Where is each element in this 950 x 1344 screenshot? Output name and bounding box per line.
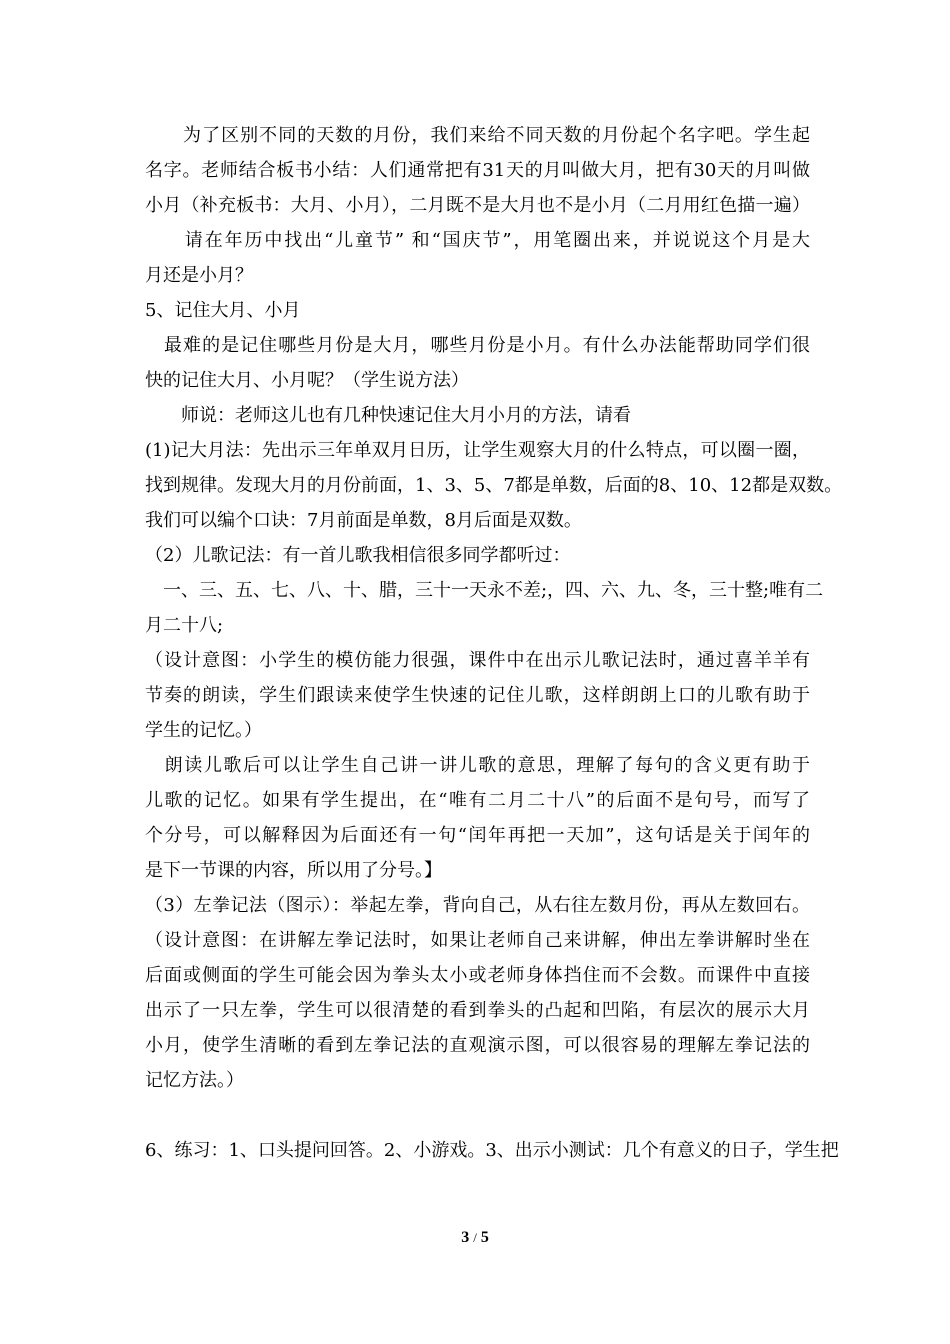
text-line-2: 名字。老师结合板书小结：人们通常把有31天的月叫做大月，把有30天的月叫做	[145, 160, 810, 181]
text-line-16: （设计意图：小学生的模仿能力很强，课件中在出示儿歌记法时，通过喜羊羊有	[145, 650, 810, 671]
text-line-9: 师说：老师这儿也有几种快速记住大月小月的方法，请看	[145, 405, 631, 426]
section-heading-5: 5、记住大月、小月	[145, 300, 301, 321]
text-line-10: (1)记大月法：先出示三年单双月日历，让学生观察大月的什么特点，可以圈一圈，	[145, 440, 810, 461]
text-line-5: 月还是小月？	[145, 265, 253, 286]
page-separator: /	[473, 1230, 477, 1245]
text-line-24: （设计意图：在讲解左拳记法时，如果让老师自己来讲解，伸出左拳讲解时坐在	[145, 930, 810, 951]
text-line-14: 一、三、五、七、八、十、腊，三十一天永不差;，四、六、九、冬，三十整;唯有二	[145, 580, 824, 601]
text-line-19: 朗读儿歌后可以让学生自己讲一讲儿歌的意思，理解了每句的含义更有助于	[145, 755, 810, 776]
total-page-count: 5	[480, 1229, 489, 1246]
text-line-27: 小月，使学生清晰的看到左拳记法的直观演示图，可以很容易的理解左拳记法的	[145, 1035, 810, 1056]
text-line-17: 节奏的朗读，学生们跟读来使学生快速的记住儿歌，这样朗朗上口的儿歌有助于	[145, 685, 810, 706]
body-text	[145, 118, 843, 1168]
text-line-22: 是下一节课的内容，所以用了分号。】	[145, 860, 442, 881]
text-line-4: 请在年历中找出“儿童节” 和“国庆节”，用笔圈出来，并说说这个月是大	[145, 230, 810, 251]
text-line-28: 记忆方法。）	[145, 1070, 244, 1091]
section-heading-6: 6、练习：1、口头提问回答。2、小游戏。3、出示小测试：几个有意义的日子，学生把	[145, 1140, 839, 1161]
text-line-13: （2）儿歌记法：有一首儿歌我相信很多同学都听过：	[145, 545, 571, 566]
text-line-26: 出示了一只左拳，学生可以很清楚的看到拳头的凸起和凹陷，有层次的展示大月	[145, 1000, 810, 1021]
text-line-12: 我们可以编个口诀：7月前面是单数，8月后面是双数。	[145, 510, 582, 531]
current-page-number: 3	[461, 1229, 470, 1246]
text-line-11: 找到规律。发现大月的月份前面，1、3、5、7都是单数，后面的8、10、12都是双数。	[145, 475, 843, 496]
page-number	[0, 1227, 950, 1249]
text-line-8: 快的记住大月、小月呢？（学生说方法）	[145, 370, 469, 391]
text-line-7: 最难的是记住哪些月份是大月，哪些月份是小月。有什么办法能帮助同学们很	[145, 335, 810, 356]
blank-line	[145, 1098, 810, 1133]
text-line-3: 小月（补充板书：大月、小月），二月既不是大月也不是小月（二月用红色描一遍）	[145, 195, 810, 216]
text-line-25: 后面或侧面的学生可能会因为拳头太小或老师身体挡住而不会数。而课件中直接	[145, 965, 810, 986]
text-line-21: 个分号，可以解释因为后面还有一句“闰年再把一天加”，这句话是关于闰年的	[145, 825, 810, 846]
text-line-20: 儿歌的记忆。如果有学生提出，在“唯有二月二十八”的后面不是句号，而写了	[145, 790, 810, 811]
text-line-18: 学生的记忆。）	[145, 720, 262, 741]
text-line-1: 为了区别不同的天数的月份，我们来给不同天数的月份起个名字吧。学生起	[145, 125, 810, 146]
text-line-15: 月二十八;	[145, 615, 224, 636]
text-line-23: （3）左拳记法（图示）：举起左拳，背向自己，从右往左数月份，再从左数回右。	[145, 895, 810, 916]
